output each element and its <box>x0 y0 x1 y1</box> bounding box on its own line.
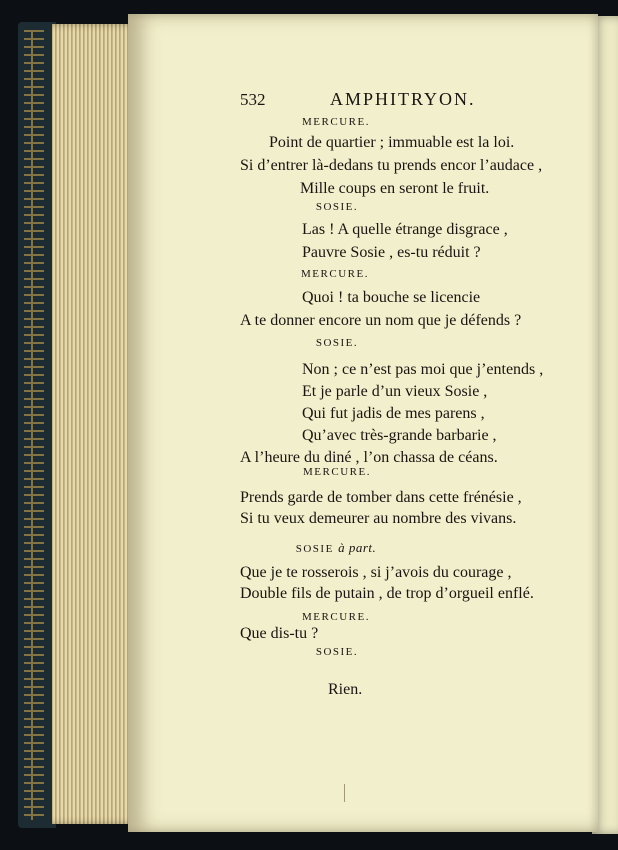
page-number: 532 <box>240 90 266 109</box>
verse-line: Si tu veux demeurer au nombre des vivans. <box>240 510 517 527</box>
verse-line: A l’heure du diné , l’on chassa de céans. <box>240 449 498 466</box>
verse-line: Si d’entrer là-dedans tu prends encor l’audace , <box>240 157 543 174</box>
speaker-name: SOSIE. <box>315 337 359 349</box>
speaker-name: MERCURE. <box>302 116 370 128</box>
verse-line: Las ! A quelle étrange disgrace , <box>302 221 508 238</box>
running-title: AMPHITRYON. <box>330 89 476 109</box>
speaker-name: MERCURE. <box>302 611 370 623</box>
verse-line: Qu’avec très-grande barbarie , <box>302 427 497 444</box>
catchword: Rien. <box>328 681 363 698</box>
speaker-name: MERCURE. <box>301 268 369 280</box>
paper-mark <box>344 784 345 802</box>
verse-line: Et je parle d’un vieux Sosie , <box>302 383 488 400</box>
verse-line: Prends garde de tomber dans cette frénésie , <box>240 489 522 506</box>
verse-line: Que je te rosserois , si j’avois du courage , <box>240 564 512 581</box>
speaker-name: SOSIE. <box>315 646 359 658</box>
speaker-name: MERCURE. <box>303 466 371 478</box>
verse-line: Mille coups en seront le fruit. <box>300 180 490 197</box>
verse-line: Pauvre Sosie , es-tu réduit ? <box>302 244 481 261</box>
speaker-name: SOSIE. <box>315 201 359 213</box>
verse-line: Qui fut jadis de mes parens , <box>302 405 485 422</box>
book-page <box>128 14 598 832</box>
verse-line: Double fils de putain , de trop d’orgueil enflé. <box>240 585 534 602</box>
spine-gilt-pattern <box>24 30 44 820</box>
speaker-name-with-aside <box>186 540 486 556</box>
verse-line: Point de quartier ; immuable est la loi. <box>269 134 515 151</box>
running-header <box>240 90 490 114</box>
verse-line: A te donner encore un nom que je défends ? <box>240 312 522 329</box>
verse-line: Non ; ce n’est pas moi que j’entends , <box>302 361 544 378</box>
verse-line: Quoi ! ta bouche se licencie <box>302 289 481 306</box>
speaker-name: SOSIE <box>295 543 334 555</box>
stage-direction: à part. <box>338 540 377 555</box>
verse-line: Que dis-tu ? <box>240 625 319 642</box>
